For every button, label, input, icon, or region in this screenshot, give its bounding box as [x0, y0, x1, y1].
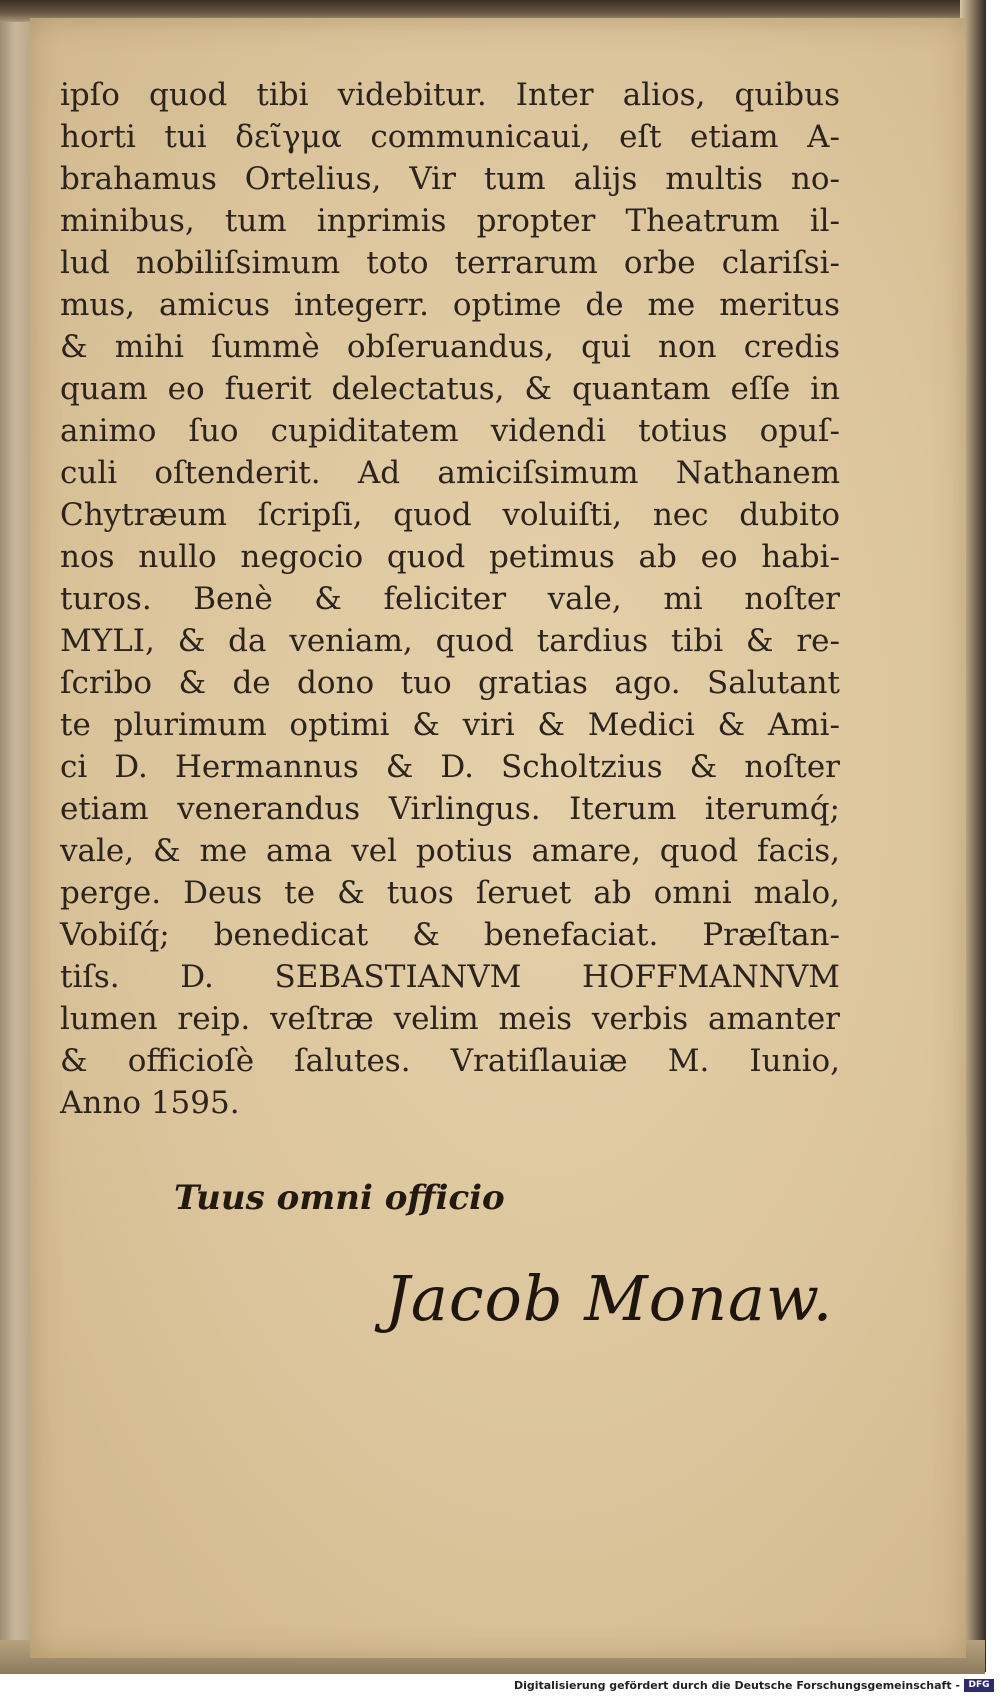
- dfg-logo-icon: DFG: [964, 1679, 994, 1692]
- text-line: nos nullo negocio quod petimus ab eo habi-: [60, 539, 840, 575]
- text-line: quam eo fuerit delectatus, & quantam eſſe in: [60, 371, 840, 407]
- text-line: Vobiſq́; benedicat & benefaciat. Præſtan-: [60, 917, 840, 953]
- text-line: te plurimum optimi & viri & Medici & Ami-: [60, 707, 840, 743]
- text-line: brahamus Ortelius, Vir tum alijs multis no-: [60, 161, 840, 197]
- text-line: mus, amicus integerr. optime de me meritus: [60, 287, 840, 323]
- text-line: culi oſtenderit. Ad amiciſsimum Nathanem: [60, 455, 840, 491]
- text-line: tiſs. D. SEBASTIANVM HOFFMANNVM: [60, 959, 840, 995]
- text-line: & mihi ſummè obſeruandus, qui non credis: [60, 329, 840, 365]
- text-line: etiam venerandus Virlingus. Iterum iterumq́;: [60, 791, 840, 827]
- funding-credit: Digitalisierung gefördert durch die Deutsche Forschungsgemeinschaft -: [513, 1679, 960, 1692]
- letter-body: [60, 74, 840, 1124]
- book-cover-edge: [0, 0, 34, 1672]
- footer-bar: [0, 1677, 1000, 1696]
- text-line: vale, & me ama vel potius amare, quod facis,: [60, 833, 840, 869]
- text-line: MYLI, & da veniam, quod tardius tibi & re-: [60, 623, 840, 659]
- letter-closing: Tuus omni officio: [174, 1178, 505, 1218]
- text-line: perge. Deus te & tuos ſeruet ab omni malo,: [60, 875, 840, 911]
- text-line: turos. Benè & feliciter vale, mi noſter: [60, 581, 840, 617]
- text-line: ipſo quod tibi videbitur. Inter alios, quibus: [60, 77, 840, 113]
- text-line: Anno 1595.: [60, 1085, 240, 1121]
- text-line: animo ſuo cupiditatem videndi totius opuſ-: [60, 413, 840, 449]
- letter-signature: Jacob Monaw.: [385, 1262, 834, 1335]
- text-line: Chytræum ſcripſi, quod voluiſti, nec dubito: [60, 497, 840, 533]
- text-line: lud nobiliſsimum toto terrarum orbe clariſsi-: [60, 245, 840, 281]
- text-line: ſcribo & de dono tuo gratias ago. Salutant: [60, 665, 840, 701]
- text-line: horti tui δεῖγμα communicaui, eſt etiam A-: [60, 119, 840, 155]
- text-line: lumen reip. veſtræ velim meis verbis amanter: [60, 1001, 840, 1037]
- text-line: ci D. Hermannus & D. Scholtzius & noſter: [60, 749, 840, 785]
- text-line: minibus, tum inprimis propter Theatrum il-: [60, 203, 840, 239]
- text-line: & officioſè ſalutes. Vratiſlauiæ M. Iunio,: [60, 1043, 840, 1079]
